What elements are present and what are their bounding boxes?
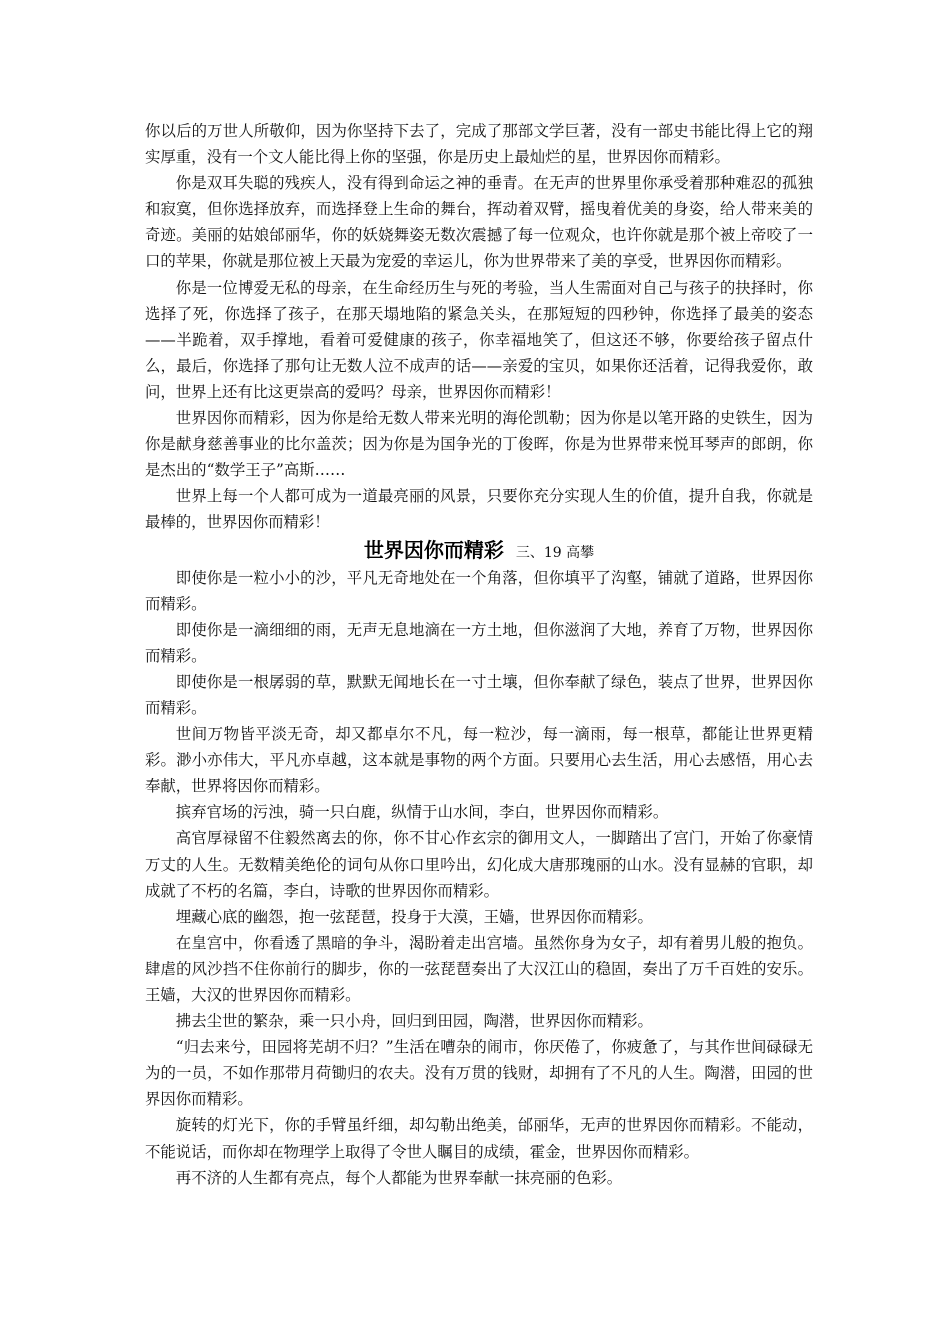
paragraph: 摈弃官场的污浊，骑一只白鹿，纵情于山水间，李白，世界因你而精彩。 [175, 803, 669, 822]
essay-title: 世界因你而精彩 [363, 537, 504, 562]
paragraph: 即使你是一滴细细的雨，无声无息地滴在一方土地，但你滋润了大地，养育了万物，世界因你而精彩。 [145, 620, 813, 665]
paragraph: 你是双耳失聪的残疾人，没有得到命运之神的垂青。在无声的世界里你承受着那种难忍的孤独和寂寞，但你选择放弃，而选择登上生命的舞台，挥动着双臂，摇曳着优美的身姿，给人带来美的奇迹。美丽的姑娘邰丽华，你的妖娆舞姿无数次震撼了每一位观众，也许你就是那个被上帝咬了一口的苹果，你就是那位被上天最为宠爱的幸运儿，你为世界带来了美的享受，世界因你而精彩。 [145, 174, 813, 271]
paragraph: “归去来兮，田园将芜胡不归？”生活在嘈杂的闹市，你厌倦了，你疲惫了，与其作世间碌碌无为的一员，不如作那带月荷锄归的农夫。没有万贯的钱财，却拥有了不凡的人生。陶潜，田园的世界因你而精彩。 [145, 1038, 813, 1109]
document-page [145, 118, 813, 1191]
paragraph: 再不济的人生都有亮点，每个人都能为世界奉献一抹亮丽的色彩。 [175, 1168, 623, 1187]
paragraph: 世界因你而精彩，因为你是给无数人带来光明的海伦凯勒；因为你是以笔开路的史铁生，因为你是献身慈善事业的比尔盖茨；因为你是为国争光的丁俊晖，你是为世界带来悦耳琴声的郎朗，你是杰出的“数学王子”高斯…… [145, 409, 813, 480]
essay-byline: 三、19 高攀 [515, 544, 595, 561]
paragraph: 拂去尘世的繁杂，乘一只小舟，回归到田园，陶潜，世界因你而精彩。 [175, 1012, 653, 1031]
paragraph: 世间万物皆平淡无奇，却又都卓尔不凡，每一粒沙，每一滴雨，每一根草，都能让世界更精彩。渺小亦伟大，平凡亦卓越，这本就是事物的两个方面。只要用心去生活，用心去感悟，用心去奉献，世界将因你而精彩。 [145, 725, 813, 796]
paragraph: 高官厚禄留不住毅然离去的你，你不甘心作玄宗的御用文人，一脚踏出了宫门，开始了你豪情万丈的人生。无数精美绝伦的词句从你口里吟出，幻化成大唐那瑰丽的山水。没有显赫的官职，却成就了不朽的名篇，李白，诗歌的世界因你而精彩。 [145, 829, 813, 900]
paragraph: 即使你是一粒小小的沙，平凡无奇地处在一个角落，但你填平了沟壑，铺就了道路，世界因你而精彩。 [145, 568, 813, 613]
paragraph: 你是一位博爱无私的母亲，在生命经历生与死的考验，当人生需面对自己与孩子的抉择时，你选择了死，你选择了孩子，在那天塌地陷的紧急关头，在那短短的四秒钟，你选择了最美的姿态——半跪着，双手撑地，看着可爱健康的孩子，你幸福地笑了，但这还不够，你要给孩子留点什么，最后，你选择了那句让无数人泣不成声的话——亲爱的宝贝，如果你还活着，记得我爱你，敢问，世界上还有比这更崇高的爱吗？母亲，世界因你而精彩！ [145, 278, 813, 401]
essay-heading [145, 536, 813, 565]
paragraph: 世界上每一个人都可成为一道最亮丽的风景，只要你充分实现人生的价值，提升自我，你就是最棒的，世界因你而精彩！ [145, 487, 813, 532]
paragraph: 你以后的万世人所敬仰，因为你坚持下去了，完成了那部文学巨著，没有一部史书能比得上它的翔实厚重，没有一个文人能比得上你的坚强，你是历史上最灿烂的星，世界因你而精彩。 [145, 122, 813, 167]
paragraph: 即使你是一根孱弱的草，默默无闻地长在一寸土壤，但你奉献了绿色，装点了世界，世界因你而精彩。 [145, 672, 813, 717]
paragraph: 在皇宫中，你看透了黑暗的争斗，渴盼着走出宫墙。虽然你身为女子，却有着男儿般的抱负。肆虐的风沙挡不住你前行的脚步，你的一弦琵琶奏出了大汉江山的稳固，奏出了万千百姓的安乐。王嫱，大汉的世界因你而精彩。 [145, 933, 813, 1004]
paragraph: 埋藏心底的幽怨，抱一弦琵琶，投身于大漠，王嫱，世界因你而精彩。 [175, 907, 653, 926]
paragraph: 旋转的灯光下，你的手臂虽纤细，却勾勒出绝美，邰丽华，无声的世界因你而精彩。不能动，不能说话，而你却在物理学上取得了令世人瞩目的成绩，霍金，世界因你而精彩。 [145, 1116, 813, 1161]
